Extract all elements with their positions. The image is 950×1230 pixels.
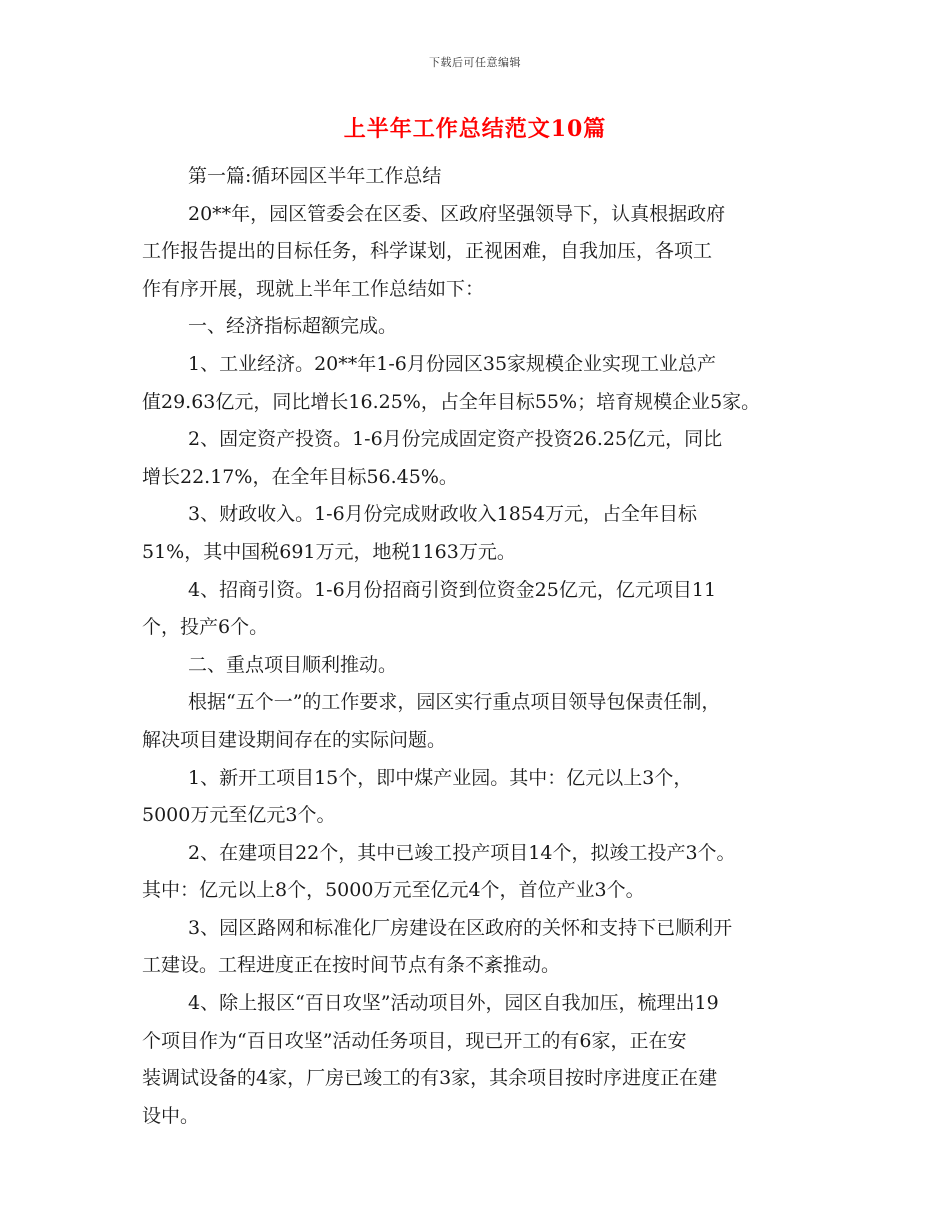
body-line: 51%，其中国税691万元，地税1163万元。: [142, 540, 516, 563]
body-line: 5000万元至亿元3个。: [142, 804, 336, 827]
body-line: 20**年，园区管委会在区委、区政府坚强领导下，认真根据政府: [188, 202, 726, 225]
body-line: 设中。: [142, 1104, 200, 1127]
body-line: 3、园区路网和标准化厂房建设在区政府的关怀和支持下已顺利开: [188, 916, 733, 939]
body-line: 2、在建项目22个，其中已竣工投产项目14个，拟竣工投产3个。: [188, 841, 736, 864]
document-body: [142, 158, 822, 1135]
header-note: 下载后可任意编辑: [429, 56, 521, 69]
body-line: 根据“五个一”的工作要求，园区实行重点项目领导包保责任制，: [188, 691, 721, 714]
body-line: 2、固定资产投资。1-6月份完成固定资产投资26.25亿元，同比: [188, 428, 723, 451]
body-line: 解决项目建设期间存在的实际问题。: [142, 728, 447, 751]
body-line: 4、招商引资。1-6月份招商引资到位资金25亿元，亿元项目11: [188, 578, 717, 601]
body-line: 作有序开展，现就上半年工作总结如下：: [142, 277, 485, 300]
body-line: 装调试设备的4家，厂房已竣工的有3家，其余项目按时序进度正在建: [142, 1067, 718, 1090]
document-title: 上半年工作总结范文10篇: [343, 116, 607, 142]
body-line: 个项目作为“百日攻坚”活动任务项目，现已开工的有6家，正在安: [142, 1029, 687, 1052]
body-line: 其中：亿元以上8个，5000万元至亿元4个，首位产业3个。: [142, 879, 645, 902]
body-line: 1、工业经济。20**年1-6月份园区35家规模企业实现工业总产: [188, 352, 717, 375]
body-line: 第一篇:循环园区半年工作总结: [188, 165, 442, 187]
body-line: 3、财政收入。1-6月份完成财政收入1854万元，占全年目标: [188, 503, 698, 526]
body-line: 工建设。工程进度正在按时间节点有条不紊推动。: [142, 954, 561, 977]
body-line: 4、除上报区“百日攻坚”活动项目外，园区自我加压，梳理出19: [188, 992, 719, 1015]
body-line: 增长22.17%，在全年目标56.45%。: [142, 465, 458, 488]
body-line: 一、经济指标超额完成。: [188, 315, 398, 338]
body-line: 1、新开工项目15个，即中煤产业园。其中：亿元以上3个，: [188, 766, 693, 789]
body-line: 二、重点项目顺利推动。: [188, 653, 398, 676]
body-line: 个，投产6个。: [142, 616, 269, 639]
body-line: 值29.63亿元，同比增长16.25%，占全年目标55%；培育规模企业5家。: [142, 390, 761, 413]
body-line: 工作报告提出的目标任务，科学谋划，正视困难，自我加压，各项工: [142, 240, 713, 263]
